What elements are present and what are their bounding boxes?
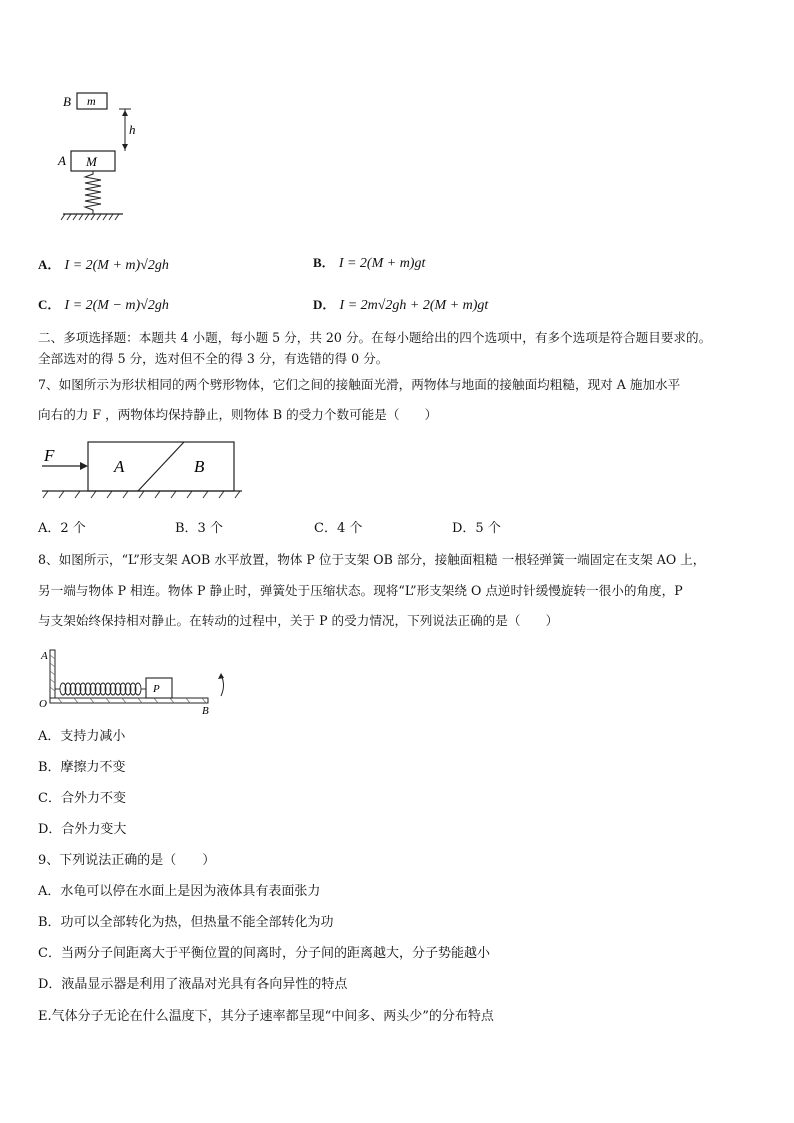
q8-option-a[interactable]: A．支持力减小 bbox=[38, 729, 126, 744]
q6-option-d[interactable]: D． I = 2m√2gh + 2(M + m)gt bbox=[313, 297, 489, 313]
spring bbox=[85, 171, 101, 214]
q9-option-e[interactable]: E.气体分子无论在什么温度下，其分子速率都呈现“中间多、两头少”的分布特点 bbox=[38, 1009, 494, 1024]
fig1-label-A: A bbox=[58, 153, 66, 168]
fig1-label-m: m bbox=[87, 94, 96, 108]
q6-option-a[interactable]: A． I = 2(M + m)√2gh bbox=[38, 257, 169, 273]
q9-option-a[interactable]: A．水龟可以停在水面上是因为液体具有表面张力 bbox=[38, 884, 321, 899]
fig8-label-O: O bbox=[39, 698, 47, 710]
spring-block-figure bbox=[55, 88, 165, 228]
q7-option-c[interactable]: C．4 个 bbox=[314, 521, 363, 536]
q7-option-b[interactable]: B．3 个 bbox=[175, 521, 223, 536]
fig7-label-B: B bbox=[194, 457, 205, 476]
q8-stem-line3: 与支架始终保持相对静止。在转动的过程中，关于 P 的受力情况，下列说法正确的是（ ） bbox=[38, 613, 559, 628]
q6-option-c[interactable]: C． I = 2(M − m)√2gh bbox=[38, 297, 169, 313]
q8-stem-line2: 另一端与物体 P 相连。物体 P 静止时，弹簧处于压缩状态。现将“L”形支架绕 O 点逆时针缓慢旋转一很小的角度，P bbox=[38, 583, 683, 598]
q8-option-b[interactable]: B．摩擦力不变 bbox=[38, 760, 126, 775]
q6-option-b[interactable]: B． I = 2(M + m)gt bbox=[313, 255, 426, 271]
q7-stem-line2: 向右的力 F ，两物体均保持静止，则物体 B 的受力个数可能是（ ） bbox=[38, 407, 438, 422]
fig1-label-M: M bbox=[86, 154, 97, 169]
fig7-label-A: A bbox=[114, 457, 125, 476]
section2-line2: 全部选对的得 5 分，选对但不全的得 3 分，有选错的得 0 分。 bbox=[38, 351, 389, 366]
q7-option-d[interactable]: D．5 个 bbox=[452, 521, 501, 536]
q8-stem-line1: 8、如图所示，“L”形支架 AOB 水平放置，物体 P 位于支架 OB 部分，接触面粗糙 一根轻弹簧一端固定在支架 AO 上， bbox=[38, 552, 706, 567]
fig8-label-B: B bbox=[202, 705, 209, 717]
fig1-label-B: B bbox=[63, 94, 71, 109]
fig8-label-A: A bbox=[41, 650, 48, 662]
q7-stem-line1: 7、如图所示为形状相同的两个劈形物体，它们之间的接触面光滑，两物体与地面的接触面均粗糙，现对 A 施加水平 bbox=[38, 377, 681, 392]
q9-stem: 9、下列说法正确的是（ ） bbox=[38, 853, 216, 868]
q8-option-d[interactable]: D．合外力变大 bbox=[38, 822, 127, 837]
q7-option-a[interactable]: A．2 个 bbox=[38, 521, 86, 536]
fig7-label-F: F bbox=[44, 446, 55, 465]
wedge-interface bbox=[138, 442, 184, 491]
fig8-label-P: P bbox=[153, 683, 160, 695]
spring bbox=[55, 683, 146, 695]
fig1-label-h: h bbox=[129, 122, 136, 137]
q9-option-d[interactable]: D．液晶显示器是利用了液晶对光具有各向异性的特点 bbox=[38, 977, 348, 992]
q9-option-c[interactable]: C．当两分子间距离大于平衡位置的间离时，分子间的距离越大，分子势能越小 bbox=[38, 946, 490, 961]
section2-line1: 二、多项选择题：本题共 4 小题，每小题 5 分，共 20 分。在每小题给出的四个选项中，有多个选项是符合题目要求的。 bbox=[38, 330, 712, 345]
q9-option-b[interactable]: B．功可以全部转化为热，但热量不能全部转化为功 bbox=[38, 915, 334, 930]
l-bracket-figure bbox=[38, 645, 238, 717]
wedge-figure bbox=[38, 436, 243, 502]
q8-option-c[interactable]: C．合外力不变 bbox=[38, 791, 126, 806]
bracket-ob bbox=[50, 698, 208, 703]
